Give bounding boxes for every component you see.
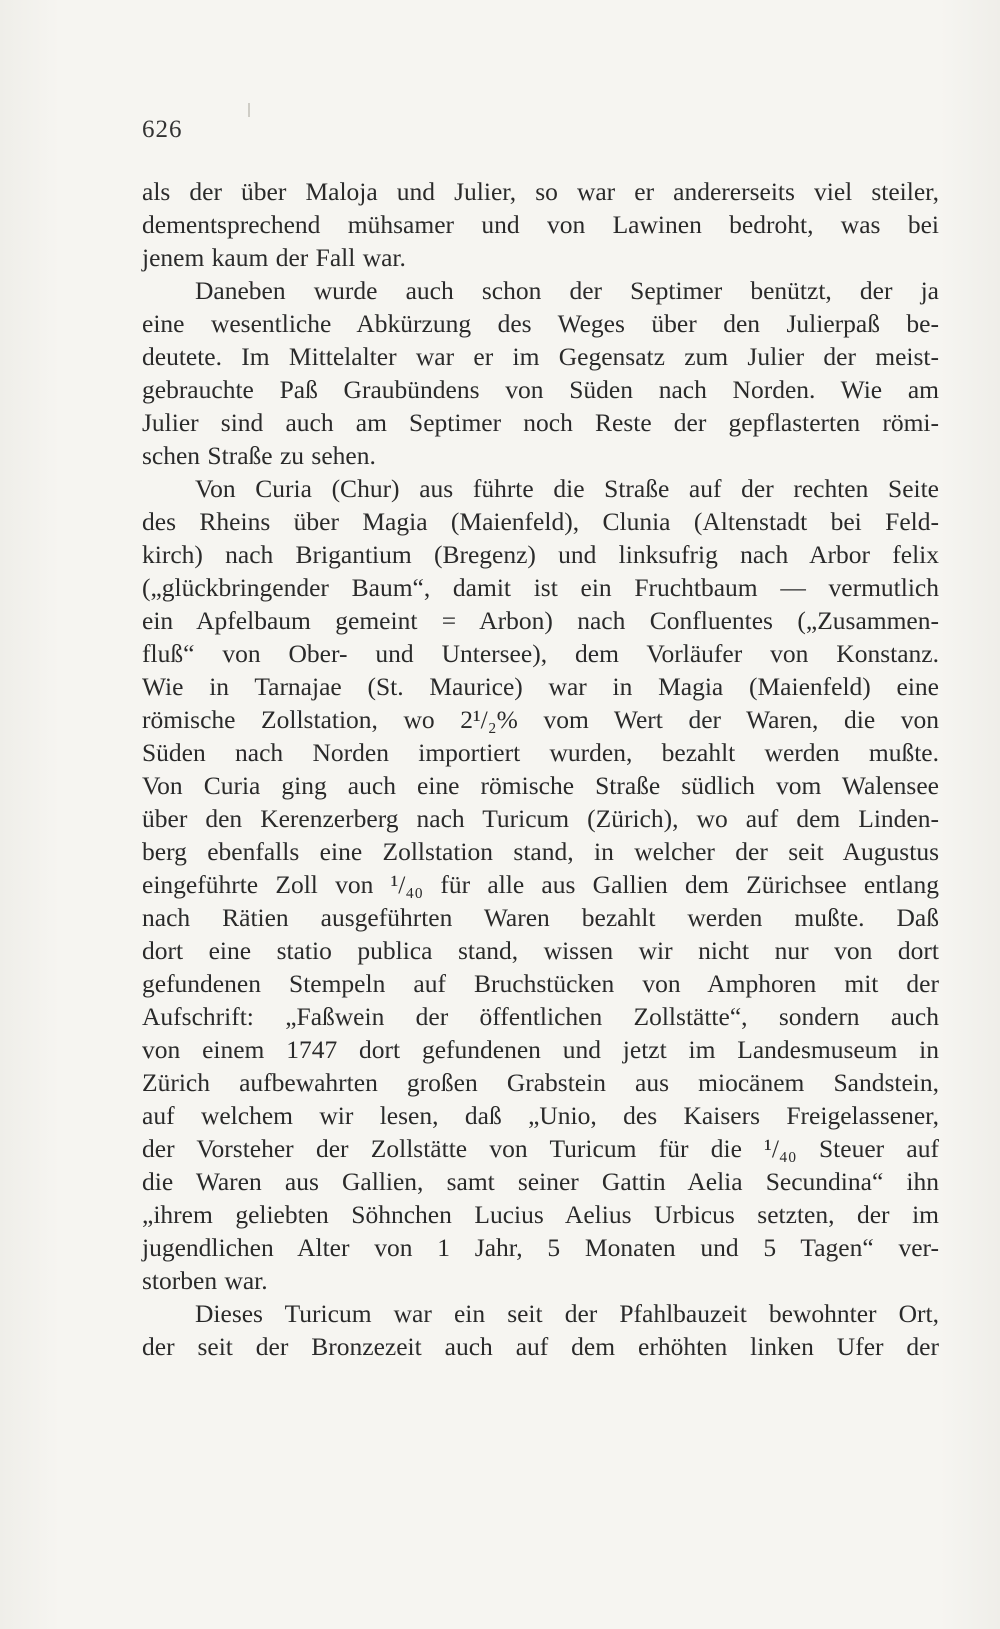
text-line: fluß“ von Ober- und Untersee), dem Vorläufer von Konstanz. — [142, 639, 939, 668]
text-line: Aufschrift: „Faßwein der öffentlichen Zollstätte“, sondern auch — [142, 1002, 939, 1031]
text-line: von einem 1747 dort gefundenen und jetzt im Landesmuseum in — [142, 1035, 939, 1064]
text-line: Wie in Tarnajae (St. Maurice) war in Magia (Maienfeld) eine — [142, 672, 939, 701]
text-line: Von Curia (Chur) aus führte die Straße auf der rechten Seite — [195, 474, 939, 503]
text-line: Daneben wurde auch schon der Septimer benützt, der ja — [195, 276, 939, 305]
text-line: („glückbringender Baum“, damit ist ein Fruchtbaum — vermutlich — [142, 573, 939, 602]
text-line: eingeführte Zoll von ¹/₄₀ für alle aus Gallien dem Zürichsee entlang — [142, 870, 939, 899]
text-line: kirch) nach Brigantium (Bregenz) und linksufrig nach Arbor felix — [142, 540, 939, 569]
text-line: jugendlichen Alter von 1 Jahr, 5 Monaten und 5 Tagen“ ver- — [142, 1233, 939, 1262]
text-line: eine wesentliche Abkürzung des Weges über den Julierpaß be- — [142, 309, 939, 338]
text-line: der seit der Bronzezeit auch auf dem erhöhten linken Ufer der — [142, 1332, 939, 1361]
text-line: gefundenen Stempeln auf Bruchstücken von Amphoren mit der — [142, 969, 939, 998]
scan-mark — [248, 103, 250, 117]
text-line: Süden nach Norden importiert wurden, bezahlt werden mußte. — [142, 738, 939, 767]
text-line: berg ebenfalls eine Zollstation stand, in welcher der seit Augustus — [142, 837, 939, 866]
text-line: „ihrem geliebten Söhnchen Lucius Aelius Urbicus setzten, der im — [142, 1200, 939, 1229]
body-text — [142, 175, 939, 1363]
text-line: Von Curia ging auch eine römische Straße südlich vom Walensee — [142, 771, 939, 800]
text-line: deutete. Im Mittelalter war er im Gegensatz zum Julier der meist- — [142, 342, 939, 371]
text-line: storben war. — [142, 1266, 268, 1295]
text-line: über den Kerenzerberg nach Turicum (Zürich), wo auf dem Linden- — [142, 804, 939, 833]
text-line: Dieses Turicum war ein seit der Pfahlbauzeit bewohnter Ort, — [195, 1299, 939, 1328]
text-line: der Vorsteher der Zollstätte von Turicum für die ¹/₄₀ Steuer auf — [142, 1134, 939, 1163]
text-line: gebrauchte Paß Graubündens von Süden nach Norden. Wie am — [142, 375, 939, 404]
text-line: als der über Maloja und Julier, so war er andererseits viel steiler, — [142, 177, 939, 206]
text-line: Julier sind auch am Septimer noch Reste der gepflasterten römi- — [142, 408, 939, 437]
text-line: Zürich aufbewahrten großen Grabstein aus miocänem Sandstein, — [142, 1068, 939, 1097]
text-line: dort eine statio publica stand, wissen wir nicht nur von dort — [142, 936, 939, 965]
text-line: römische Zollstation, wo 2¹/₂% vom Wert der Waren, die von — [142, 705, 939, 734]
text-line: die Waren aus Gallien, samt seiner Gattin Aelia Secundina“ ihn — [142, 1167, 939, 1196]
text-line: dementsprechend mühsamer und von Lawinen bedroht, was bei — [142, 210, 939, 239]
text-line: des Rheins über Magia (Maienfeld), Clunia (Altenstadt bei Feld- — [142, 507, 939, 536]
text-line: auf welchem wir lesen, daß „Unio, des Kaisers Freigelassener, — [142, 1101, 939, 1130]
text-line: nach Rätien ausgeführten Waren bezahlt werden mußte. Daß — [142, 903, 939, 932]
text-line: jenem kaum der Fall war. — [142, 243, 406, 272]
page-number: 626 — [142, 116, 183, 143]
text-line: schen Straße zu sehen. — [142, 441, 376, 470]
text-line: ein Apfelbaum gemeint = Arbon) nach Confluentes („Zusammen- — [142, 606, 939, 635]
